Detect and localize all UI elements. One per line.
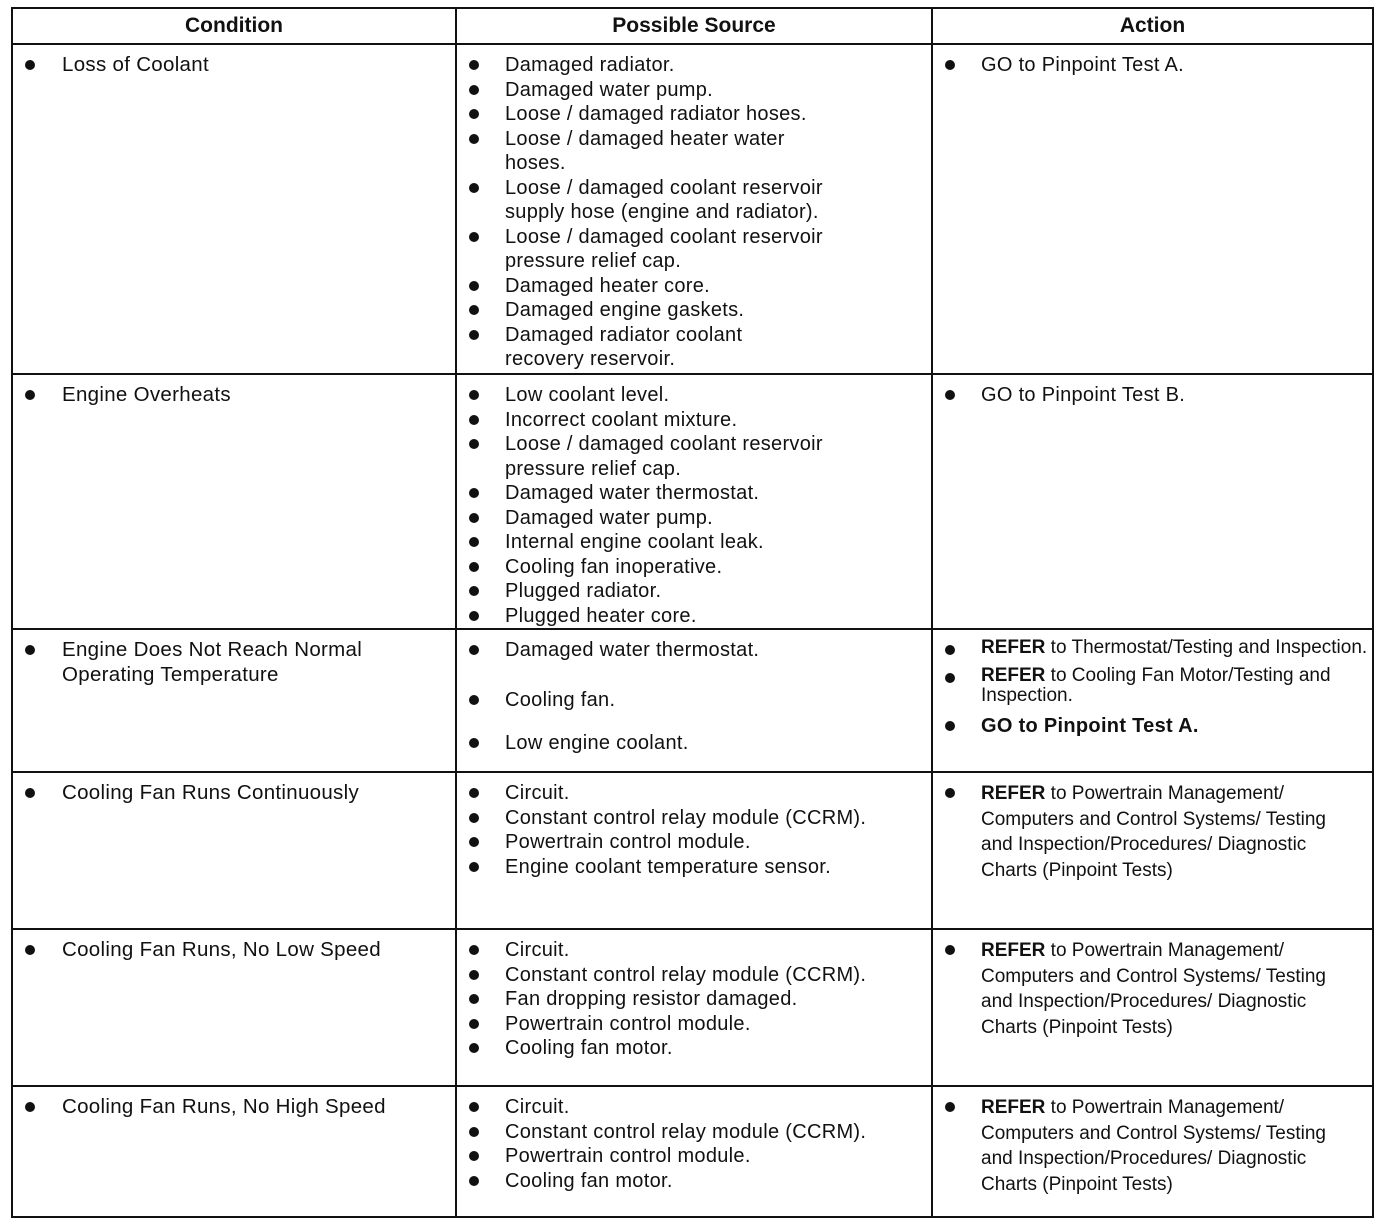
table-row	[13, 928, 1372, 1085]
source-item: Cooling fan inoperative.	[457, 555, 931, 580]
source-item: Damaged water pump.	[457, 78, 931, 103]
header-condition: Condition	[185, 14, 283, 37]
action-text: GO to Pinpoint Test A.	[981, 715, 1199, 737]
table-row	[13, 373, 1372, 628]
action-cell	[931, 375, 1372, 628]
source-item: Damaged radiator coolant recovery reservoir.	[457, 323, 931, 372]
action-item	[933, 1095, 1372, 1197]
source-item: Powertrain control module.	[457, 1012, 931, 1037]
action-cell	[931, 630, 1372, 771]
source-item: Cooling fan motor.	[457, 1036, 931, 1061]
source-item: Constant control relay module (CCRM).	[457, 1120, 931, 1145]
condition-text: Engine Overheats	[13, 383, 455, 408]
action-text: to Powertrain Management/ Computers and Control Systems/ Testing and Inspection/Procedures/ Diagnostic Charts (Pinpoint Tests)	[981, 783, 1326, 881]
condition-cell	[13, 930, 455, 1085]
action-item	[933, 714, 1372, 739]
diagnosis-table	[11, 7, 1374, 1218]
condition-text: Cooling Fan Runs Continuously	[13, 781, 455, 806]
source-item: Constant control relay module (CCRM).	[457, 806, 931, 831]
condition-cell	[13, 375, 455, 628]
source-item: Loose / damaged coolant reservoir supply hose (engine and radiator).	[457, 176, 931, 225]
source-item: Circuit.	[457, 938, 931, 963]
source-item: Low engine coolant.	[457, 731, 931, 756]
source-item: Circuit.	[457, 1095, 931, 1120]
action-text: GO to Pinpoint Test B.	[981, 384, 1186, 406]
source-item: Internal engine coolant leak.	[457, 530, 931, 555]
condition-text: Cooling Fan Runs, No High Speed	[13, 1095, 455, 1120]
condition-cell	[13, 630, 455, 771]
action-item	[933, 938, 1372, 1040]
source-item: Engine coolant temperature sensor.	[457, 855, 931, 880]
condition-cell	[13, 1087, 455, 1216]
source-item: Loose / damaged radiator hoses.	[457, 102, 931, 127]
table-row	[13, 771, 1372, 928]
source-cell	[455, 630, 931, 771]
action-text: to Powertrain Management/ Computers and Control Systems/ Testing and Inspection/Procedures/ Diagnostic Charts (Pinpoint Tests)	[981, 940, 1326, 1038]
source-item: Loose / damaged heater water hoses.	[457, 127, 931, 176]
table-row	[13, 1085, 1372, 1216]
source-cell	[455, 45, 931, 373]
action-item	[933, 781, 1372, 883]
action-keyword: REFER	[981, 940, 1046, 961]
action-text: GO to Pinpoint Test A.	[981, 54, 1185, 76]
header-action: Action	[931, 9, 1372, 43]
action-item	[933, 53, 1372, 78]
source-item: Fan dropping resistor damaged.	[457, 987, 931, 1012]
source-item: Cooling fan motor.	[457, 1169, 931, 1194]
action-item	[933, 638, 1372, 658]
source-item: Loose / damaged coolant reservoir pressure relief cap.	[457, 225, 931, 274]
action-keyword: REFER	[981, 1097, 1046, 1118]
condition-text: Cooling Fan Runs, No Low Speed	[13, 938, 455, 963]
condition-text: Engine Does Not Reach Normal Operating Temperature	[13, 638, 455, 687]
table-row	[13, 43, 1372, 373]
source-item: Damaged water pump.	[457, 506, 931, 531]
source-cell	[455, 1087, 931, 1216]
action-cell	[931, 773, 1372, 928]
source-item: Damaged radiator.	[457, 53, 931, 78]
source-item: Plugged heater core.	[457, 604, 931, 629]
source-cell	[455, 930, 931, 1085]
source-item: Damaged water thermostat.	[457, 481, 931, 506]
source-item: Damaged water thermostat.	[457, 638, 931, 663]
condition-text: Loss of Coolant	[13, 53, 455, 78]
action-text: to Cooling Fan Motor/Testing and Inspection.	[981, 665, 1331, 706]
action-cell	[931, 45, 1372, 373]
action-keyword: REFER	[981, 665, 1046, 686]
source-item: Loose / damaged coolant reservoir pressure relief cap.	[457, 432, 931, 481]
source-item: Cooling fan.	[457, 688, 931, 713]
action-text: to Powertrain Management/ Computers and Control Systems/ Testing and Inspection/Procedures/ Diagnostic Charts (Pinpoint Tests)	[981, 1097, 1326, 1195]
source-item: Damaged heater core.	[457, 274, 931, 299]
source-item: Damaged engine gaskets.	[457, 298, 931, 323]
action-cell	[931, 930, 1372, 1085]
condition-cell	[13, 45, 455, 373]
action-text: to Thermostat/Testing and Inspection.	[1045, 637, 1368, 658]
source-item: Powertrain control module.	[457, 1144, 931, 1169]
header-possible-source: Possible Source	[455, 9, 931, 43]
action-item	[933, 666, 1372, 706]
action-keyword: REFER	[981, 783, 1046, 804]
action-cell	[931, 1087, 1372, 1216]
source-item: Circuit.	[457, 781, 931, 806]
action-item	[933, 383, 1372, 408]
source-item: Incorrect coolant mixture.	[457, 408, 931, 433]
source-item: Low coolant level.	[457, 383, 931, 408]
table-row	[13, 628, 1372, 771]
source-cell	[455, 773, 931, 928]
source-item: Constant control relay module (CCRM).	[457, 963, 931, 988]
source-cell	[455, 375, 931, 628]
table-header	[13, 9, 1372, 43]
source-item: Plugged radiator.	[457, 579, 931, 604]
source-item: Powertrain control module.	[457, 830, 931, 855]
action-keyword: REFER	[981, 637, 1046, 658]
condition-cell	[13, 773, 455, 928]
